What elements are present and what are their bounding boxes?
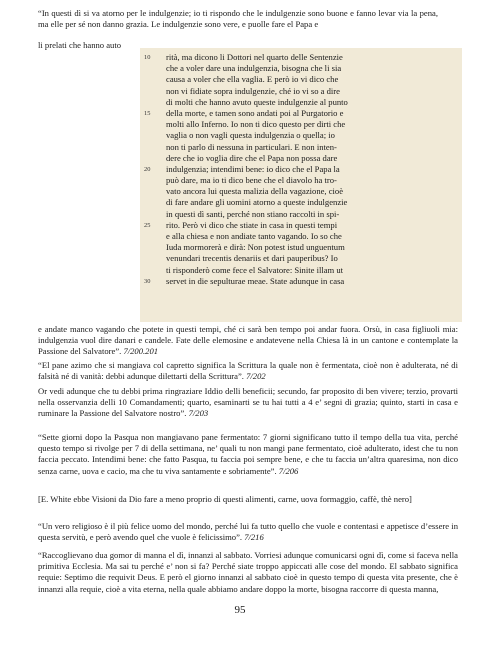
paragraph-3-text: Or vedi adunque che tu debbi prima ringraziare Iddio delli beneficii; secundo, far proposito di ben vivere; terzio, provarti nella osservanzia delli 10 Comandamenti; quarto, esaminarti se tu hai tutti a 4 e’ segni di grazia; quinto, starti in casa e ruminare la Passione del Salvatore nostro”. [38, 386, 458, 419]
inset-line-text: di fare andare gli uomini atorno a queste indulgenzie [166, 197, 348, 208]
quoted-inset-block [140, 48, 462, 322]
inset-line [140, 186, 452, 197]
reference-6: 7/216 [244, 532, 264, 543]
paragraph-3 [38, 386, 458, 420]
inset-line [140, 276, 452, 287]
inset-line-text: dere che io voglia dire che el Papa non possa dare [166, 152, 338, 163]
paragraph-6 [38, 521, 458, 543]
inset-line-text: e alla chiesa e non andiate tanto vagando. Io so che [166, 231, 342, 241]
inset-line-text: della morte, e tamen sono andati poi al Purgatorio e [166, 107, 344, 118]
paragraph-4-text: “Sette giorni dopo la Pasqua non mangiavano pane fermentato: 7 giorni significano tutto il tempo della tua vita, perché questo tempo si rivolge per 7 di della settimana, ne’ quali tu non mangi pane fermentato, cioè adulterato, idest che tu non faccia peccato. Intendimi bene: che fatto Pasqua, tu faccia poi sempre bene, e che tu faccia un’altra quaresima, non dico senza carne, uova e cacio, ma che tu viva santamente e sobriamente”. [38, 432, 458, 476]
inset-line-text: venundari trecentis denariis et dari pauperibus? Io [166, 253, 338, 264]
inset-line [140, 209, 452, 220]
paragraph-2-text: “El pane azimo che si mangiava col capretto significa la Scrittura la quale non è fermentata, cioè non è adulterata, né di falsità né di vanità: debbi adunque dilettarti della Scrittura”. [38, 360, 458, 382]
inset-line [140, 231, 452, 242]
paragraph-after-inset [38, 324, 458, 358]
line-number: 15 [144, 109, 151, 117]
inset-line-text: vaglia o non vagli questa indulgenzia o quella; io [166, 130, 335, 141]
inset-line-text: Iuda mormorerà e dirà: Non potest istud unguentum [166, 242, 345, 253]
line-number: 20 [144, 165, 151, 173]
paragraph-6-text: “Un vero religioso è il più felice uomo del mondo, perché lui fa tutto quello che vuole e contentasi e appetisce d’essere in questa servitù, e però avendo quel che vuole è felicissimo”. [38, 521, 458, 543]
inset-line [140, 265, 452, 276]
inset-line [140, 74, 452, 85]
paragraph-5-note: [E. White ebbe Visioni da Dio fare a meno proprio di questi alimenti, carne, uova formaggio, caffè, thè nero] [38, 494, 412, 504]
inset-line-text: rito. Però vi dico che stiate in casa in questi tempi [166, 219, 338, 230]
inset-line [140, 86, 452, 97]
paragraph-7: “Raccoglievano dua gomor di manna el dì, innanzi al sabbato. Vorriesi adunque comunicarsi ogni dì, come si faceva nella primitiva Ecclesia. Ma sai tu perché e’ non si fa? Perché siate troppo appiccati alle cose del mondo. El sabbato significa requie: Septimo die requivit Deus. E però el giorno innanzi al sabbato cioè in questo tempo di questa vita presente, che è innanzi alla requie, cioè a vita eterna, nella quale abbiamo andare doppo la morte, bisogna raccorre di questa manna, [38, 550, 458, 594]
inset-line [140, 142, 452, 153]
inset-line [140, 153, 452, 164]
inset-line-text: vato ancora lui questa malizia della vagazione, cioè [166, 186, 344, 197]
inset-lines [140, 52, 452, 287]
paragraph-2 [38, 360, 458, 382]
inset-line-text: molti allo Inferno. Io non ti dico questo per dirti che [166, 119, 346, 130]
inset-line [140, 52, 452, 63]
reference-1: 7/200.201 [123, 346, 159, 357]
inset-line-text: ti risponderò come fece el Salvatore: Sinite illam ut [166, 264, 344, 275]
page-number: 95 [234, 604, 246, 616]
inset-line [140, 97, 452, 108]
inset-line-text: può dare, ma io ti dico bene che el diavolo ha tro- [166, 175, 337, 186]
inset-line [140, 108, 452, 119]
inset-line [140, 175, 452, 186]
reference-2: 7/202 [246, 371, 266, 382]
line-number: 25 [144, 221, 151, 229]
paragraph-4 [38, 432, 458, 477]
inset-line-text: non ti parlo di nessuna in particulari. E non inten- [166, 141, 337, 152]
paragraph-after-inset-text: e andate manco vagando che potete in questi tempi, ché ci sarà ben tempo poi andar fuora. Orsù, in casa figliuoli mia: indulgenzia vuol dire danari e candele. Fate delle elemosine e andatevene nella Chiesa là in un cantone e contemplate la Passione del Salvatore”. [38, 324, 458, 357]
intro-paragraph: “In questi dì si va atorno per le indulgenzie; io ti rispondo che le indulgenzie sono buone e fanno levar via la pena, ma elle per sé non danno grazia. Le indulgenzie sono vere, e puolle fare el Papa e [38, 8, 438, 30]
inset-line [140, 119, 452, 130]
inset-line [140, 63, 452, 74]
inset-line-text: di molti che hanno avuto queste indulgenzie al punto [166, 96, 348, 107]
intro-paragraph-tail: li prelati che hanno auto [38, 40, 122, 50]
inset-line-text: indulgenzia; intendimi bene: io dico che el Papa la [166, 163, 340, 174]
reference-3: 7/203 [188, 408, 209, 419]
inset-line-text: causa a voler che ella vaglia. E però io vi dico che [166, 74, 339, 85]
inset-line-text: che a voler dare una indulgenzia, bisogna che li sia [166, 63, 342, 74]
line-number: 10 [144, 54, 151, 61]
inset-line [140, 242, 452, 253]
inset-line [140, 164, 452, 175]
inset-line-text: rità, ma dicono li Dottori nel quarto delle Sentenzie [166, 52, 343, 62]
inset-line [140, 197, 452, 208]
inset-line-text: servet in die sepulturae meae. State adunque in casa [166, 275, 345, 286]
inset-line-text: in questi dì santi, perché non stiano raccolti in spi- [166, 208, 340, 219]
inset-line-text: non vi fidiate sopra indulgenzie, ché io vi so a dire [166, 85, 340, 96]
reference-4: 7/206 [278, 465, 299, 476]
line-number: 30 [144, 277, 151, 285]
inset-line [140, 130, 452, 141]
inset-line [140, 253, 452, 264]
inset-line [140, 220, 452, 231]
